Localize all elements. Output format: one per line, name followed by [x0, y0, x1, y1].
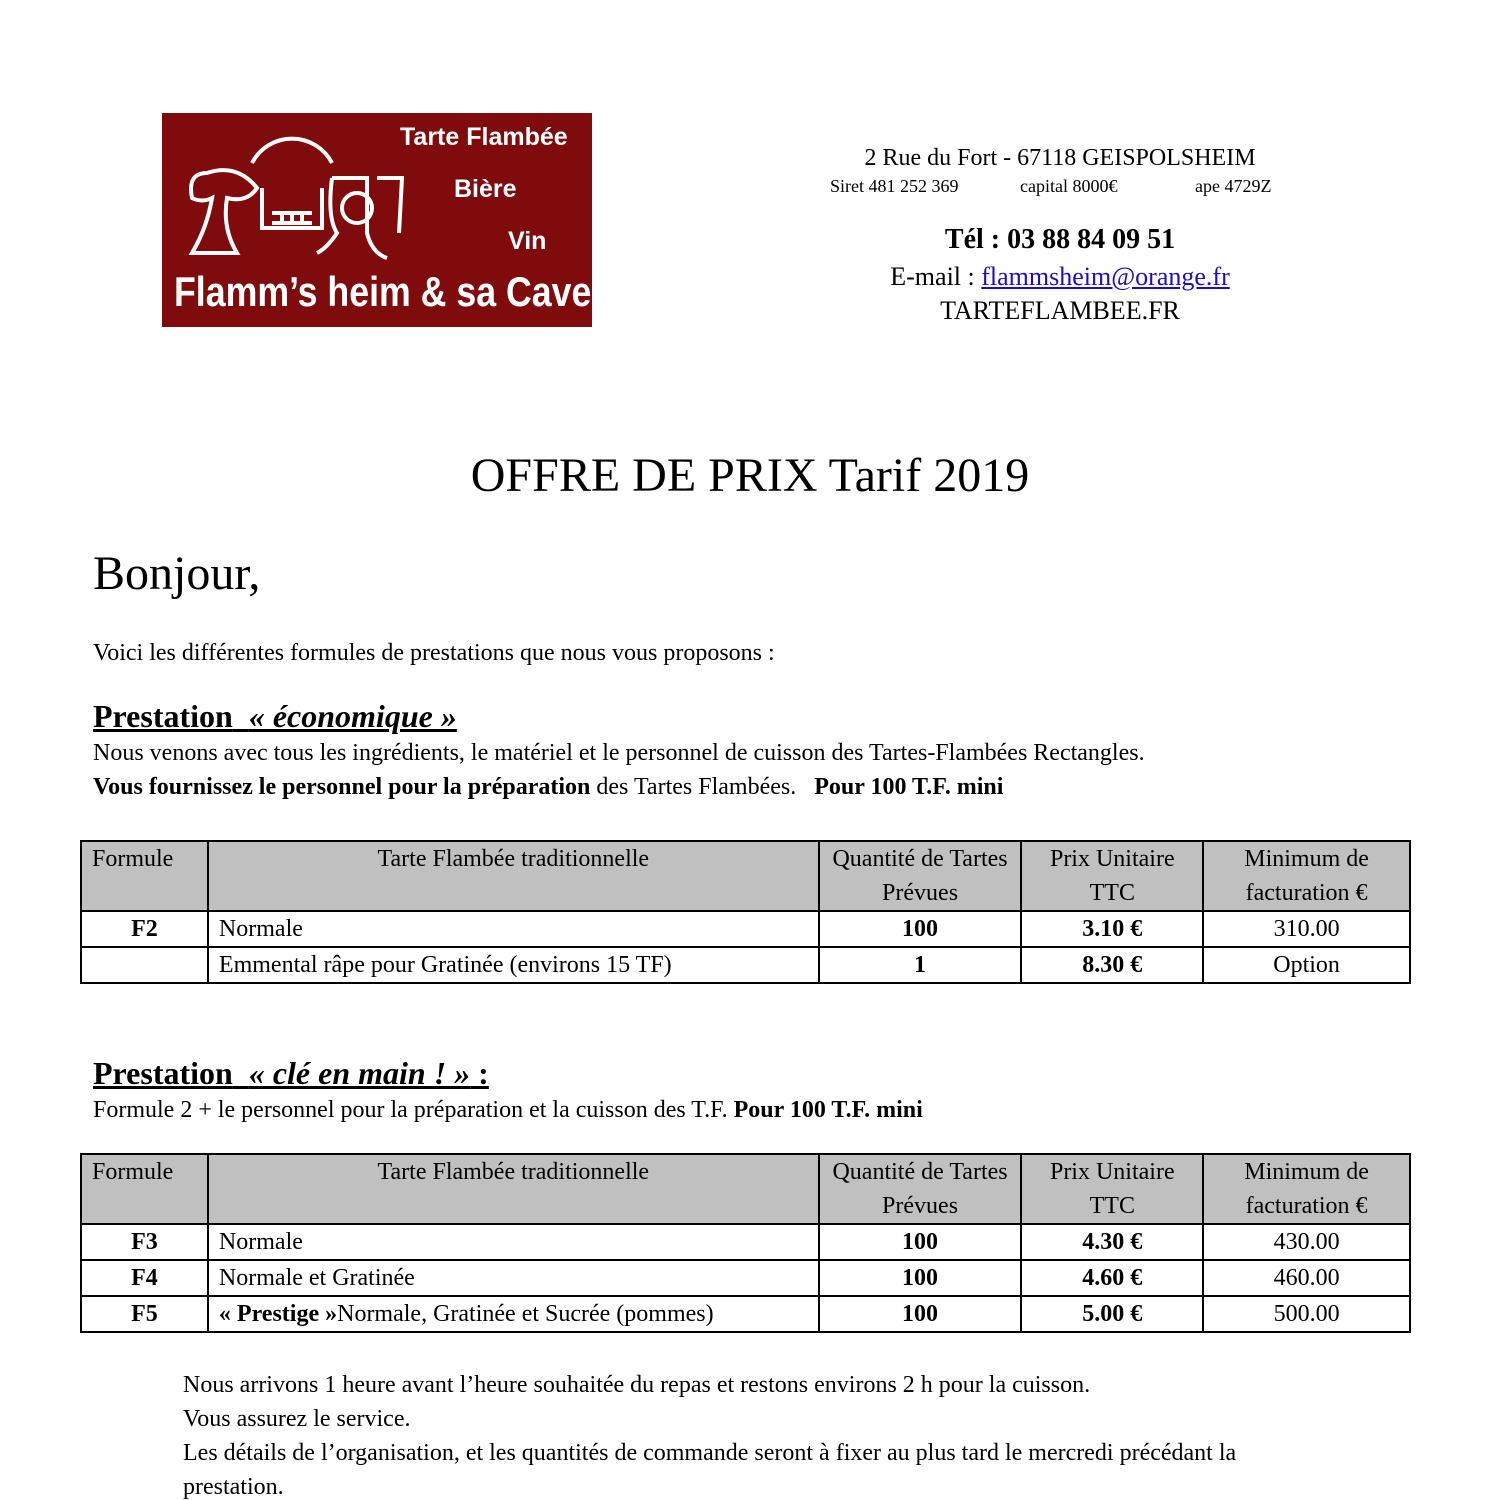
section1-line2-bold: Vous fournissez le personnel pour la préparation — [93, 774, 591, 800]
cell-formule: F5 — [81, 1296, 208, 1332]
section1-line2-bold2: Pour 100 T.F. mini — [814, 774, 1004, 800]
intro-text: Voici les différentes formules de prestations que nous vous proposons : — [93, 640, 775, 666]
cell-quantity: 1 — [819, 947, 1022, 983]
section1-line2 — [93, 774, 1003, 801]
cell-quantity: 100 — [819, 1296, 1022, 1332]
header-formule: Formule — [81, 841, 208, 911]
header-minimum: Minimum de facturation € — [1203, 841, 1410, 911]
email-label: E-mail : — [890, 262, 982, 291]
section1-heading-text: Prestation — [93, 698, 233, 734]
section1-heading-italic: « économique » — [248, 698, 457, 734]
table-header-row — [81, 841, 1410, 911]
header-unit-price: Prix Unitaire TTC — [1021, 841, 1203, 911]
greeting: Bonjour, — [93, 547, 261, 600]
telephone: Tél : 03 88 84 09 51 — [944, 224, 1176, 255]
cell-price: 5.00 € — [1021, 1296, 1203, 1332]
header-formule: Formule — [81, 1154, 208, 1224]
cell-minimum: 460.00 — [1203, 1260, 1410, 1296]
cell-minimum: Option — [1203, 947, 1410, 983]
note-line: Les détails de l’organisation, et les quantités de commande seront à fixer au plus tard le mercredi précédant la — [183, 1440, 1237, 1466]
cell-minimum: 500.00 — [1203, 1296, 1410, 1332]
table-row — [81, 947, 1410, 983]
cell-price: 4.60 € — [1021, 1260, 1203, 1296]
address: 2 Rue du Fort - 67118 GEISPOLSHEIM — [864, 145, 1256, 171]
section2-line1-bold: Pour 100 T.F. mini — [733, 1097, 923, 1123]
cell-description — [208, 1224, 819, 1260]
cell-price: 3.10 € — [1021, 911, 1203, 947]
section2-heading — [93, 1055, 489, 1092]
note-line: Vous assurez le service. — [183, 1406, 411, 1432]
section2-line1 — [93, 1097, 923, 1124]
header-description: Tarte Flambée traditionnelle — [208, 1154, 819, 1224]
cell-price: 8.30 € — [1021, 947, 1203, 983]
table-header-row — [81, 1154, 1410, 1224]
capital: capital 8000€ — [1020, 176, 1118, 196]
table-row — [81, 911, 1410, 947]
email-line — [780, 262, 1340, 292]
section1-line1: Nous venons avec tous les ingrédients, le matériel et le personnel de cuisson des Tartes-Flambées Rectangles. — [93, 740, 1145, 766]
website: TARTEFLAMBEE.FR — [940, 296, 1180, 325]
section2-line1-text: Formule 2 + le personnel pour la préparation et la cuisson des T.F. — [93, 1097, 734, 1123]
header-quantity: Quantité de Tartes Prévues — [819, 841, 1022, 911]
section2-heading-tail: : — [470, 1055, 489, 1091]
cell-description-text: Normale, Gratinée et Sucrée (pommes) — [337, 1301, 714, 1327]
cell-description: Emmental râpe pour Gratinée (environs 15 TF) — [208, 947, 819, 983]
note-line: prestation. — [183, 1474, 284, 1500]
email-link[interactable]: flammsheim@orange.fr — [981, 262, 1230, 291]
logo-tagline-biere: Bière — [454, 175, 517, 203]
company-logo — [162, 113, 592, 327]
header-unit-price: Prix Unitaire TTC — [1021, 1154, 1203, 1224]
cell-description — [208, 1296, 819, 1332]
section2-heading-italic: « clé en main ! » — [248, 1055, 471, 1091]
cell-description — [208, 1260, 819, 1296]
table-row — [81, 1224, 1410, 1260]
cell-formule: F3 — [81, 1224, 208, 1260]
siret: Siret 481 252 369 — [830, 176, 959, 196]
cell-formule — [81, 947, 208, 983]
cell-formule: F2 — [81, 911, 208, 947]
section1-line2-normal: des Tartes Flambées. — [590, 774, 815, 800]
cell-description-bold: « Prestige » — [218, 1301, 338, 1327]
cell-description-text: Normale et Gratinée — [218, 1265, 415, 1291]
cell-description: Normale — [208, 911, 819, 947]
table-row — [81, 1260, 1410, 1296]
logo-tagline-vin: Vin — [508, 227, 547, 255]
section2-heading-text: Prestation — [93, 1055, 233, 1091]
cell-quantity: 100 — [819, 1224, 1022, 1260]
ape-code: ape 4729Z — [1195, 176, 1272, 196]
cell-description-text: Normale — [218, 1229, 303, 1255]
header-minimum: Minimum de facturation € — [1203, 1154, 1410, 1224]
cell-formule: F4 — [81, 1260, 208, 1296]
header-quantity: Quantité de Tartes Prévues — [819, 1154, 1022, 1224]
logo-illustration-icon — [177, 133, 407, 263]
table-row — [81, 1296, 1410, 1332]
note-line: Nous arrivons 1 heure avant l’heure souhaitée du repas et restons environs 2 h pour la cuisson. — [183, 1372, 1091, 1398]
logo-tagline-tarte: Tarte Flambée — [400, 123, 568, 151]
pricing-table-cle-en-main — [80, 1153, 1411, 1333]
section1-heading — [93, 698, 457, 735]
cell-minimum: 430.00 — [1203, 1224, 1410, 1260]
logo-company-name: Flamm’s heim & sa Cave — [174, 268, 592, 315]
cell-minimum: 310.00 — [1203, 911, 1410, 947]
header-description: Tarte Flambée traditionnelle — [208, 841, 819, 911]
pricing-table-economique — [80, 840, 1411, 984]
cell-quantity: 100 — [819, 1260, 1022, 1296]
cell-quantity: 100 — [819, 911, 1022, 947]
document-title: OFFRE DE PRIX Tarif 2019 — [470, 449, 1030, 502]
cell-price: 4.30 € — [1021, 1224, 1203, 1260]
